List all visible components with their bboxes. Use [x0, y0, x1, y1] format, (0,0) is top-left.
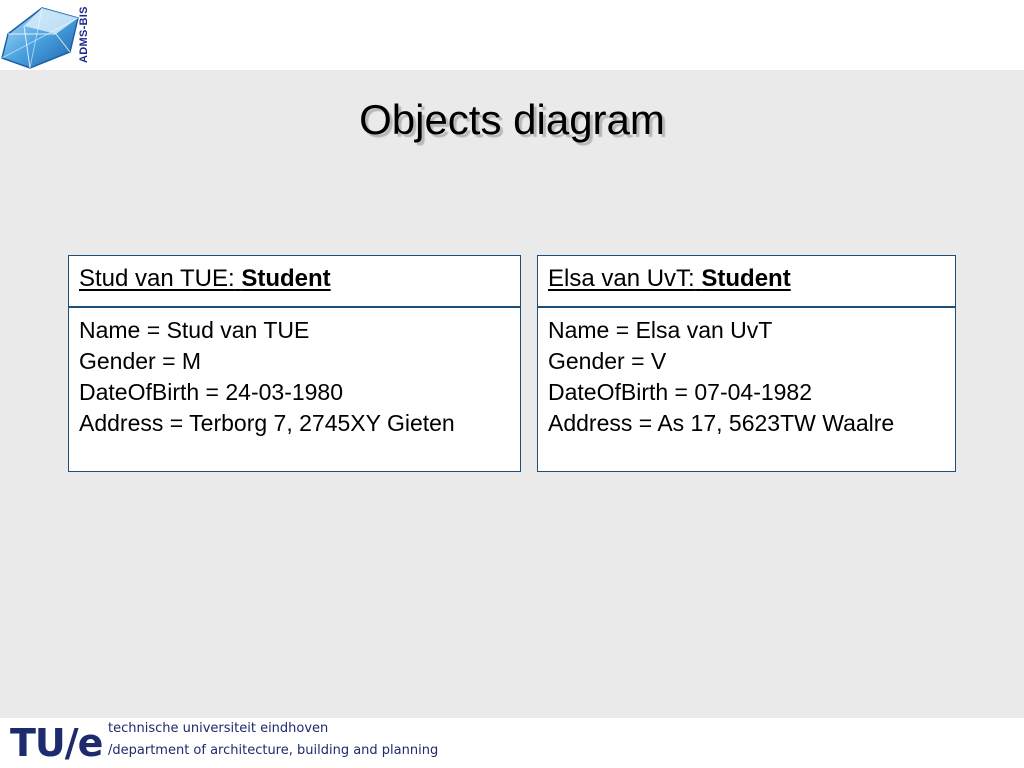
page-title: Objects diagram: [359, 96, 665, 143]
attribute-dateofbirth: DateOfBirth = 07-04-1982: [548, 379, 813, 405]
attribute-address: Address = Terborg 7, 2745XY Gieten: [79, 410, 455, 436]
object-attributes: [69, 308, 520, 439]
attribute-dateofbirth: DateOfBirth = 24-03-1980: [79, 379, 344, 405]
object-attributes: [538, 308, 955, 439]
university-name: technische universiteit eindhoven: [108, 721, 329, 736]
object-header: [538, 256, 955, 308]
attribute-gender: Gender = M: [79, 348, 202, 374]
object-instance-name: Stud van TUE:: [79, 265, 235, 292]
object-box-elsa: [537, 255, 956, 472]
object-header: [69, 256, 520, 308]
object-class-name: Student: [701, 265, 791, 292]
attribute-gender: Gender = V: [548, 348, 667, 374]
object-box-stud: [68, 255, 521, 472]
object-name-underline: [79, 265, 331, 292]
cube-logo-icon: [0, 0, 82, 70]
department-name: /department of architecture, building and planning: [108, 743, 439, 758]
attribute-name: Name = Stud van TUE: [79, 317, 310, 343]
object-name-underline: [548, 265, 791, 292]
object-class-name: Student: [241, 265, 331, 292]
attribute-name: Name = Elsa van UvT: [548, 317, 773, 343]
attribute-address: Address = As 17, 5623TW Waalre: [548, 410, 895, 436]
logo-text: ADMS-BIS: [78, 6, 90, 64]
object-instance-name: Elsa van UvT:: [548, 265, 695, 292]
tue-logo: TU/e: [10, 721, 103, 765]
slide-footer: [0, 718, 1024, 768]
slide-header: [0, 0, 1024, 70]
